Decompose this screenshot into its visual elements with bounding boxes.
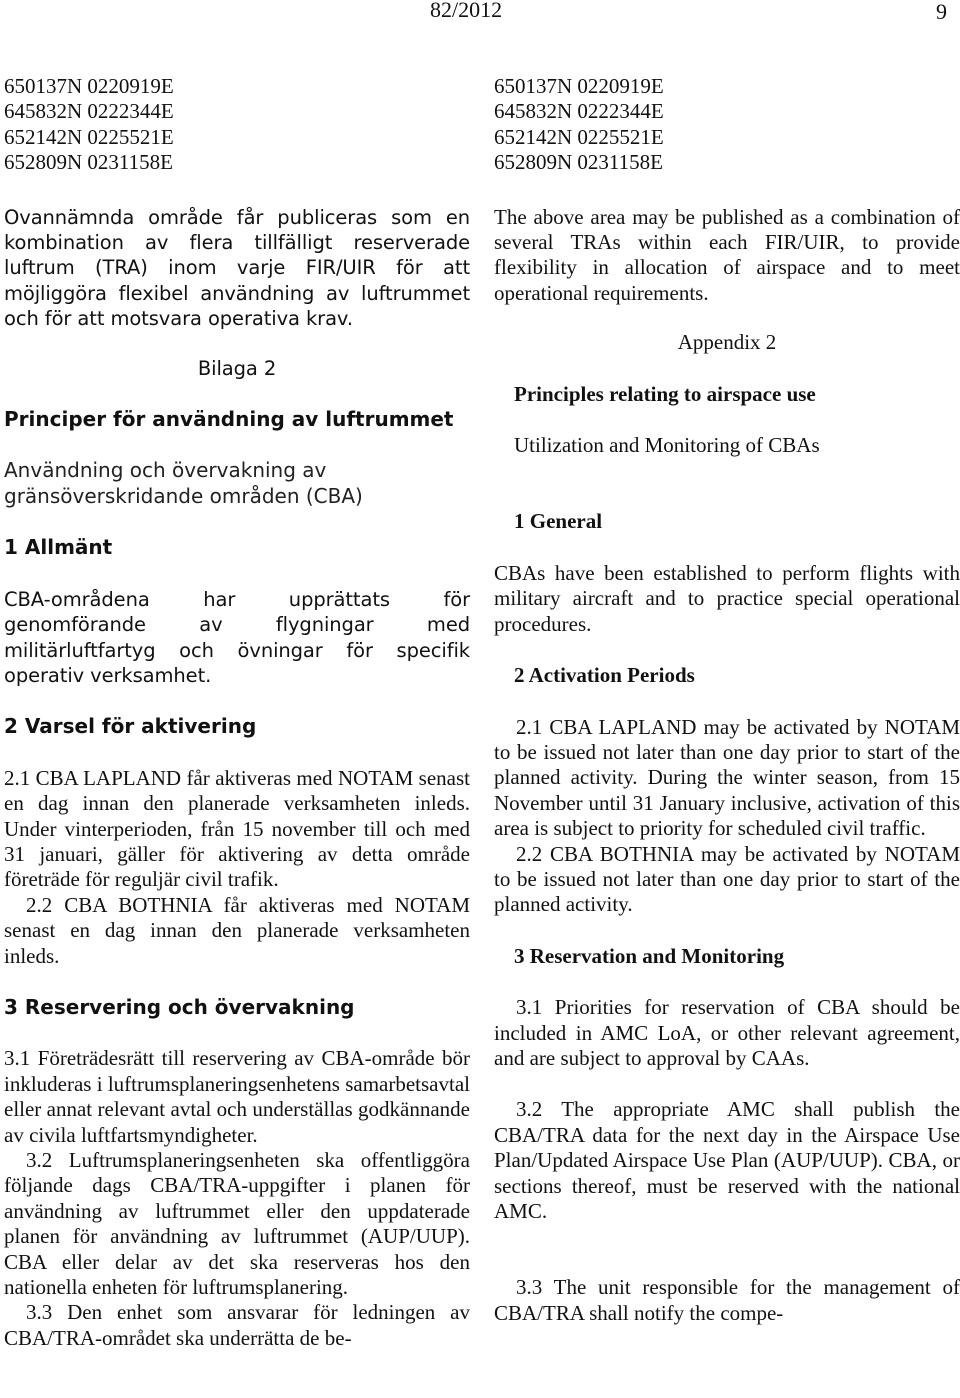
- activation-paragraph-2: 2.2 CBA BOTHNIA får aktiveras med NOTAM senast en dag innan den planerade verksamheten inleds.: [4, 892, 470, 968]
- coordinate: 645832N 0222344E: [4, 99, 174, 124]
- heading-activation: 2 Varsel för aktivering: [4, 714, 257, 739]
- coordinate: 652142N 0225521E: [4, 124, 174, 149]
- section-subtitle: Användning och övervakning av gränsöverskridande områden (CBA): [4, 458, 363, 508]
- coordinate: 645832N 0222344E: [494, 99, 664, 124]
- heading-activation: 2 Activation Periods: [514, 663, 695, 688]
- reservation-paragraph-2: 3.2 The appropriate AMC shall publish the CBA/TRA data for the next day in the Airspace Use Plan/Updated Airspace Use Plan (AUP/UUP). CBA, or sections thereof, must be reserved with the national AMC.: [494, 1097, 960, 1223]
- heading-general: 1 General: [514, 509, 603, 534]
- english-column: [494, 74, 960, 1326]
- activation-paragraph-2: 2.2 CBA BOTHNIA may be activated by NOTAM to be issued not later than one day prior to start of the planned activity.: [494, 841, 960, 917]
- coordinate-list: [4, 74, 470, 176]
- reservation-paragraph-1: 3.1 Företrädesrätt till reservering av CBA-område bör inkluderas i luftrumsplaneringsenhetens samarbetsavtal eller annat relevant avtal och underställas godkännande av civila luftfartsmyndigheter.: [4, 1046, 470, 1147]
- section-title: Principles relating to airspace use: [514, 381, 816, 406]
- coordinate: 652809N 0231158E: [4, 150, 173, 175]
- coordinate: 650137N 0220919E: [4, 74, 174, 98]
- reservation-paragraph-3: 3.3 Den enhet som ansvarar för ledningen av CBA/TRA-området ska underrätta de be-: [4, 1300, 470, 1350]
- coordinate: 652809N 0231158E: [494, 150, 663, 175]
- intro-paragraph: The above area may be published as a combination of several TRAs within each FIR/UIR, to provide flexibility in allocation of airspace and to meet operational requirements.: [494, 204, 960, 305]
- section-title: Principer för användning av luftrummet: [4, 407, 454, 432]
- appendix-label: Appendix 2: [677, 330, 777, 355]
- activation-paragraph-1: 2.1 CBA LAPLAND may be activated by NOTAM to be issued not later than one day prior to start of the planned activity. During the winter season, from 15 November until 31 January inclusive, activation of this area is subject to priority for scheduled civil traffic.: [494, 714, 960, 841]
- page-number: 9: [936, 0, 947, 24]
- coordinate: 652142N 0225521E: [494, 124, 664, 149]
- section-subtitle: Utilization and Monitoring of CBAs: [514, 433, 820, 458]
- reservation-paragraph-1: 3.1 Priorities for reservation of CBA should be included in AMC LoA, or other relevant agreement, and are subject to approval by CAAs.: [494, 995, 960, 1070]
- coordinate: 650137N 0220919E: [494, 74, 664, 98]
- general-paragraph: CBA-områdena har upprättats för genomförande av flygningar med militärluftfartyg och övningar för specifik operativ verksamhet.: [4, 587, 470, 687]
- intro-paragraph: Ovannämnda område får publiceras som en kombination av flera tillfälligt reserverade luftrum (TRA) inom varje FIR/UIR för att möjliggöra flexibel användning av luftrummet och för att motsvara operativa krav.: [4, 205, 470, 331]
- heading-general: 1 Allmänt: [4, 535, 113, 560]
- bulletin-number: 82/2012: [430, 0, 503, 22]
- general-paragraph: CBAs have been established to perform flights with military aircraft and to practice special operational procedures.: [494, 560, 960, 636]
- activation-paragraph-1: 2.1 CBA LAPLAND får aktiveras med NOTAM senast en dag innan den planerade verksamheten inleds. Under vinterperioden, från 15 november till och med 31 januari, gäller för aktivering av detta område företräde för reguljär civil trafik.: [4, 765, 470, 892]
- coordinate-list: [494, 74, 960, 176]
- reservation-paragraph-3: 3.3 The unit responsible for the management of CBA/TRA shall notify the compe-: [494, 1275, 960, 1325]
- swedish-column: [4, 74, 470, 1351]
- reservation-paragraph-2: 3.2 Luftrumsplaneringsenheten ska offentliggöra följande dags CBA/TRA-uppgifter i planen för användning av luftrummet eller den uppdaterade planen för användning av luftrummet (AUP/UUP). CBA eller delar av det ska reserveras hos den nationella enheten för luftrumsplanering.: [4, 1148, 470, 1300]
- heading-reservation: 3 Reservation and Monitoring: [514, 943, 785, 968]
- appendix-label: Bilaga 2: [197, 356, 277, 380]
- heading-reservation: 3 Reservering och övervakning: [4, 994, 355, 1019]
